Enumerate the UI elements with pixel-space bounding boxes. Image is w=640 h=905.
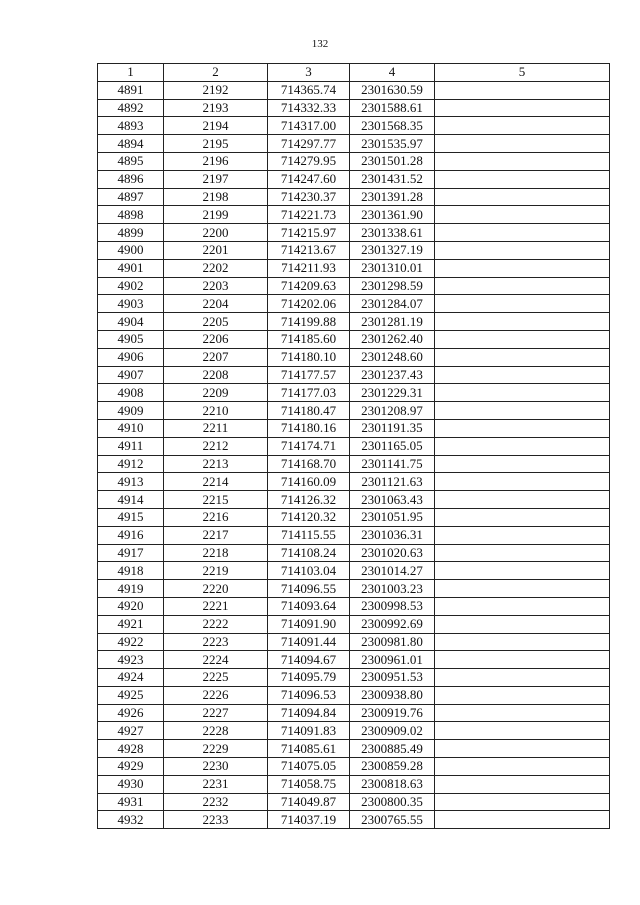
table-cell: 2202 [164,259,268,277]
table-cell: 714091.90 [268,615,350,633]
table-cell: 714037.19 [268,811,350,829]
table-cell: 2220 [164,580,268,598]
table-cell: 714058.75 [268,775,350,793]
table-cell: 2216 [164,508,268,526]
table-cell: 2301310.01 [350,259,435,277]
table-row [98,704,610,722]
table-cell: 2300859.28 [350,758,435,776]
table-cell: 2222 [164,615,268,633]
table-cell: 2301036.31 [350,526,435,544]
table-row [98,508,610,526]
table-cell: 714168.70 [268,455,350,473]
table-cell [435,295,610,313]
table-cell: 714160.09 [268,473,350,491]
table-cell: 4901 [98,259,164,277]
table-cell: 2301391.28 [350,188,435,206]
table-cell: 4907 [98,366,164,384]
table-row [98,473,610,491]
table-cell: 2301248.60 [350,348,435,366]
table-cell [435,722,610,740]
table-cell: 2205 [164,313,268,331]
table-cell [435,455,610,473]
table-cell: 2301568.35 [350,117,435,135]
table-cell: 714279.95 [268,152,350,170]
table-cell: 4926 [98,704,164,722]
table-cell: 2301535.97 [350,135,435,153]
table-cell: 4923 [98,651,164,669]
table-cell [435,686,610,704]
table-cell: 2301063.43 [350,491,435,509]
table-cell: 714180.10 [268,348,350,366]
table-row [98,580,610,598]
table-cell: 714095.79 [268,669,350,687]
table-cell: 2300938.80 [350,686,435,704]
table-cell [435,366,610,384]
table-row [98,740,610,758]
table-cell [435,775,610,793]
table-row [98,686,610,704]
table-cell: 4909 [98,402,164,420]
table-cell [435,330,610,348]
table-cell [435,580,610,598]
table-cell: 714230.37 [268,188,350,206]
table-row [98,793,610,811]
table-cell [435,152,610,170]
table-row [98,811,610,829]
table-cell: 2301630.59 [350,81,435,99]
column-header: 5 [435,64,610,82]
table-row [98,669,610,687]
table-row [98,758,610,776]
table-row [98,526,610,544]
table-cell: 714215.97 [268,224,350,242]
table-cell: 2300909.02 [350,722,435,740]
table-cell: 2200 [164,224,268,242]
table-cell [435,224,610,242]
table-row [98,615,610,633]
table-cell: 714115.55 [268,526,350,544]
table-cell: 2301361.90 [350,206,435,224]
column-header: 2 [164,64,268,82]
table-cell: 4893 [98,117,164,135]
table-cell: 714332.33 [268,99,350,117]
table-cell: 2301262.40 [350,330,435,348]
table-row [98,117,610,135]
table-cell: 2199 [164,206,268,224]
table-cell: 2301121.63 [350,473,435,491]
table-cell: 714199.88 [268,313,350,331]
table-cell: 4930 [98,775,164,793]
table-cell: 4916 [98,526,164,544]
table-cell: 2301014.27 [350,562,435,580]
table-cell: 714093.64 [268,597,350,615]
table-cell: 4894 [98,135,164,153]
table-cell [435,188,610,206]
table-cell [435,419,610,437]
table-cell: 2301284.07 [350,295,435,313]
table-cell: 714108.24 [268,544,350,562]
coordinates-table [97,63,610,829]
table-cell: 2301191.35 [350,419,435,437]
table-cell: 2300818.63 [350,775,435,793]
table-cell: 2231 [164,775,268,793]
table-row [98,259,610,277]
table-cell: 4931 [98,793,164,811]
table-cell: 2301298.59 [350,277,435,295]
table-row [98,152,610,170]
table-cell: 2300961.01 [350,651,435,669]
table-row [98,224,610,242]
table-cell: 714180.16 [268,419,350,437]
table-cell: 2209 [164,384,268,402]
table-cell: 714174.71 [268,437,350,455]
table-row [98,544,610,562]
table-cell: 714120.32 [268,508,350,526]
table-cell: 714049.87 [268,793,350,811]
table-cell: 2212 [164,437,268,455]
table-row [98,241,610,259]
table-row [98,455,610,473]
table-cell [435,241,610,259]
table-cell: 714075.05 [268,758,350,776]
table-cell: 714211.93 [268,259,350,277]
table-cell [435,99,610,117]
table-cell: 714126.32 [268,491,350,509]
table-row [98,651,610,669]
table-cell: 2300998.53 [350,597,435,615]
table-row [98,188,610,206]
table-cell: 4897 [98,188,164,206]
table-cell: 2301020.63 [350,544,435,562]
table-cell [435,669,610,687]
column-header: 4 [350,64,435,82]
table-row [98,135,610,153]
table-cell: 2224 [164,651,268,669]
table-cell: 2203 [164,277,268,295]
table-cell: 2211 [164,419,268,437]
table-cell: 714209.63 [268,277,350,295]
table-cell: 4918 [98,562,164,580]
table-cell: 4915 [98,508,164,526]
table-cell: 2300919.76 [350,704,435,722]
table-row [98,366,610,384]
table-cell: 4906 [98,348,164,366]
table-cell: 2301208.97 [350,402,435,420]
table-cell: 2201 [164,241,268,259]
table-cell [435,793,610,811]
table-row [98,402,610,420]
table-cell [435,562,610,580]
table-cell: 2301588.61 [350,99,435,117]
table-row [98,437,610,455]
table-row [98,348,610,366]
table-cell: 4905 [98,330,164,348]
table-cell: 2300992.69 [350,615,435,633]
table-cell: 4924 [98,669,164,687]
table-cell: 2204 [164,295,268,313]
table-cell: 2227 [164,704,268,722]
table-cell: 2194 [164,117,268,135]
table-cell: 714091.44 [268,633,350,651]
table-row [98,81,610,99]
table-cell [435,740,610,758]
table-cell [435,135,610,153]
table-cell: 714297.77 [268,135,350,153]
table-row [98,330,610,348]
table-body [98,81,610,828]
table-cell: 2195 [164,135,268,153]
table-cell [435,277,610,295]
table-cell: 2217 [164,526,268,544]
table-header-row [98,64,610,82]
table-cell [435,473,610,491]
table-cell [435,402,610,420]
table-cell: 2301501.28 [350,152,435,170]
table-cell: 4900 [98,241,164,259]
table-cell: 4904 [98,313,164,331]
table-row [98,562,610,580]
column-header: 1 [98,64,164,82]
column-header: 3 [268,64,350,82]
table-row [98,419,610,437]
table-cell [435,259,610,277]
table-cell: 4921 [98,615,164,633]
table-cell: 4911 [98,437,164,455]
table-row [98,295,610,313]
table-cell [435,811,610,829]
table-cell: 4919 [98,580,164,598]
table-row [98,277,610,295]
table-cell: 714180.47 [268,402,350,420]
table-cell: 714177.03 [268,384,350,402]
table-cell [435,117,610,135]
table-cell: 4917 [98,544,164,562]
table-cell: 2301051.95 [350,508,435,526]
table-cell: 714202.06 [268,295,350,313]
table-cell: 2301003.23 [350,580,435,598]
table-cell: 2229 [164,740,268,758]
table-cell: 4920 [98,597,164,615]
table-cell: 2301338.61 [350,224,435,242]
table-cell: 714096.53 [268,686,350,704]
table-cell: 2300981.80 [350,633,435,651]
table-cell: 714221.73 [268,206,350,224]
table-cell: 4928 [98,740,164,758]
table-cell: 2301327.19 [350,241,435,259]
table-cell: 4895 [98,152,164,170]
table-cell [435,651,610,669]
table-cell [435,704,610,722]
table-cell: 2226 [164,686,268,704]
table-cell: 4922 [98,633,164,651]
table-cell: 714096.55 [268,580,350,598]
table-cell: 2300951.53 [350,669,435,687]
table-cell: 2214 [164,473,268,491]
table-cell: 714094.67 [268,651,350,669]
table-cell: 4910 [98,419,164,437]
table-row [98,99,610,117]
table-cell [435,526,610,544]
table-row [98,775,610,793]
table-cell: 2301165.05 [350,437,435,455]
table-cell [435,758,610,776]
table-cell: 2215 [164,491,268,509]
table-cell: 714091.83 [268,722,350,740]
table-cell: 2301141.75 [350,455,435,473]
table-cell: 2219 [164,562,268,580]
table-cell: 2221 [164,597,268,615]
table-row [98,384,610,402]
table-cell: 2198 [164,188,268,206]
table-cell: 2300800.35 [350,793,435,811]
table-cell: 4903 [98,295,164,313]
table-cell: 4914 [98,491,164,509]
table-row [98,633,610,651]
page-number: 132 [311,38,329,50]
table-cell: 714094.84 [268,704,350,722]
table-row [98,491,610,509]
table-row [98,597,610,615]
table-cell: 4927 [98,722,164,740]
table-cell [435,544,610,562]
table-cell: 714213.67 [268,241,350,259]
table-cell: 4932 [98,811,164,829]
table-cell [435,508,610,526]
table-row [98,313,610,331]
table-cell: 4891 [98,81,164,99]
table-cell [435,597,610,615]
table-cell: 4896 [98,170,164,188]
table-cell: 714185.60 [268,330,350,348]
table-cell: 4929 [98,758,164,776]
table-cell: 4913 [98,473,164,491]
table-cell: 2218 [164,544,268,562]
table-cell: 4912 [98,455,164,473]
table-cell: 2192 [164,81,268,99]
table-cell: 2197 [164,170,268,188]
table-cell [435,206,610,224]
table-cell: 2300765.55 [350,811,435,829]
table-cell: 2300885.49 [350,740,435,758]
table-cell: 714177.57 [268,366,350,384]
table-cell: 4899 [98,224,164,242]
table-cell: 2193 [164,99,268,117]
table-cell: 2210 [164,402,268,420]
table-cell: 2206 [164,330,268,348]
table-cell: 714317.00 [268,117,350,135]
table-cell: 2228 [164,722,268,740]
table-cell: 714085.61 [268,740,350,758]
table-cell: 2301431.52 [350,170,435,188]
table-cell: 2223 [164,633,268,651]
table-cell [435,491,610,509]
table-cell: 2208 [164,366,268,384]
table-cell: 4898 [98,206,164,224]
table-cell: 2213 [164,455,268,473]
table-row [98,170,610,188]
table-cell: 2225 [164,669,268,687]
table-cell: 4892 [98,99,164,117]
table-cell: 4908 [98,384,164,402]
table-cell [435,170,610,188]
table-cell: 2207 [164,348,268,366]
table-cell: 2232 [164,793,268,811]
table-cell: 2301281.19 [350,313,435,331]
table-cell: 4925 [98,686,164,704]
table-cell: 4902 [98,277,164,295]
table-cell [435,313,610,331]
table-row [98,206,610,224]
table-cell: 2230 [164,758,268,776]
table-cell: 2233 [164,811,268,829]
table-cell: 714247.60 [268,170,350,188]
table-row [98,722,610,740]
table-cell: 2196 [164,152,268,170]
table-cell [435,437,610,455]
table-cell [435,384,610,402]
table-cell: 2301237.43 [350,366,435,384]
table-cell [435,348,610,366]
table-cell: 714103.04 [268,562,350,580]
table-cell: 2301229.31 [350,384,435,402]
table-cell [435,615,610,633]
table-cell [435,633,610,651]
table-cell [435,81,610,99]
table-cell: 714365.74 [268,81,350,99]
